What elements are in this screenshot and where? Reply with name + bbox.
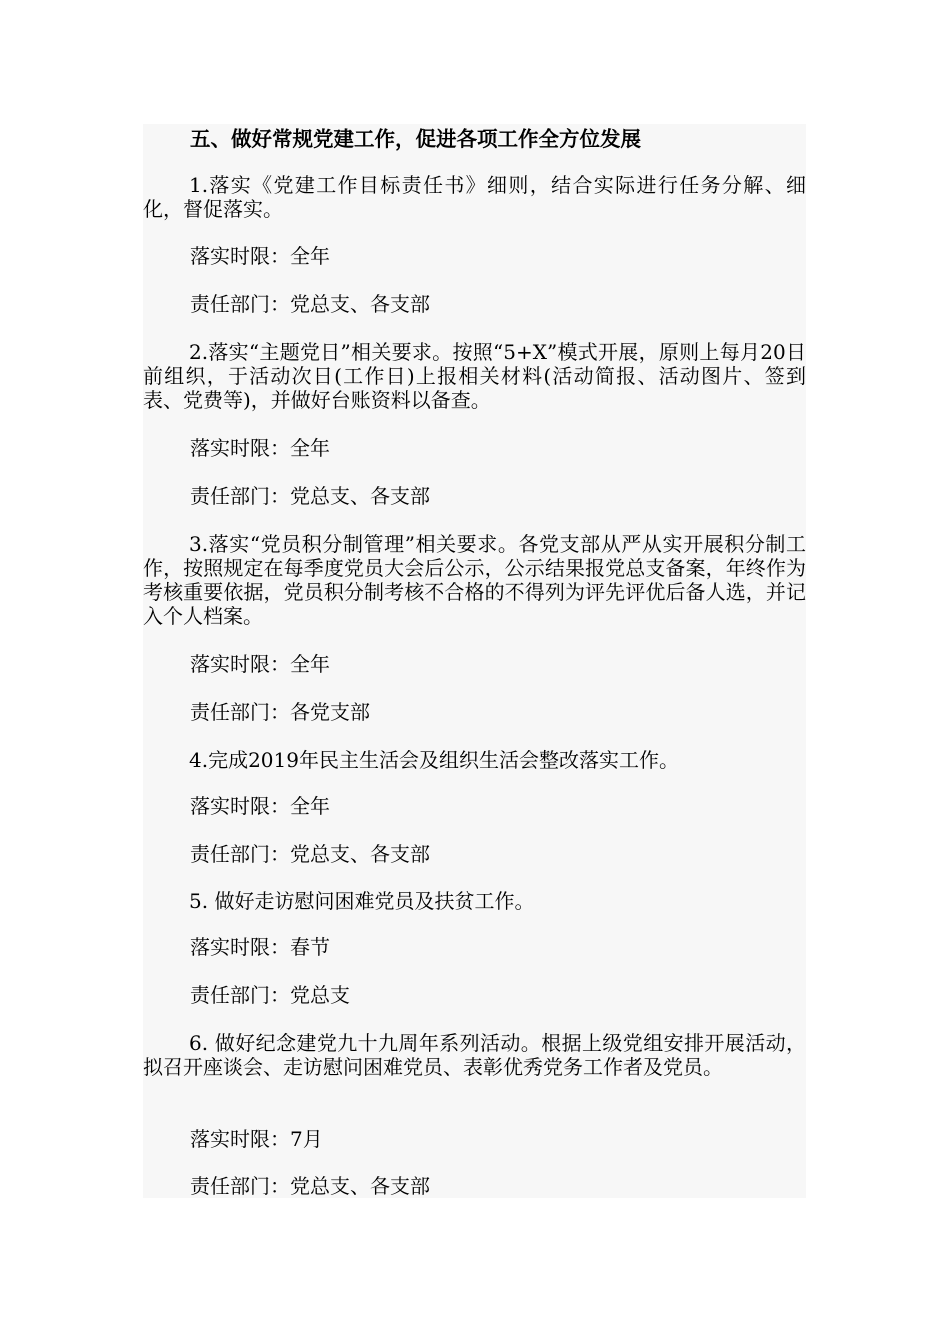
item-text: 4.完成2019年民主生活会及组织生活会整改落实工作。 [189,748,679,772]
item-deadline: 落实时限：全年 [190,436,330,460]
item-deadline: 落实时限：春节 [190,935,330,959]
item-department: 责任部门：党总支、各支部 [190,842,430,866]
item-department: 责任部门：党总支 [190,983,350,1007]
item-department: 责任部门：党总支、各支部 [190,292,430,316]
item-text: 5. 做好走访慰问困难党员及扶贫工作。 [189,889,535,913]
section-heading: 五、做好常规党建工作，促进各项工作全方位发展 [190,127,641,151]
item-text: 1.落实《党建工作目标责任书》细则，结合实际进行任务分解、细化，督促落实。 [143,173,806,221]
item-deadline: 落实时限：全年 [190,652,330,676]
item-text: 6. 做好纪念建党九十九周年系列活动。根据上级党组安排开展活动，拟召开座谈会、走访慰问困难党员、表彰优秀党务工作者及党员。 [143,1031,806,1079]
item-deadline: 落实时限：7月 [190,1127,323,1151]
item-text: 2.落实“主题党日”相关要求。按照“5+X”模式开展，原则上每月20日前组织，于活动次日(工作日)上报相关材料(活动简报、活动图片、签到表、党费等)，并做好台账资料以备查。 [143,340,806,412]
item-deadline: 落实时限：全年 [190,244,330,268]
item-department: 责任部门：各党支部 [190,700,370,724]
item-department: 责任部门：党总支、各支部 [190,484,430,508]
item-text: 3.落实“党员积分制管理”相关要求。各党支部从严从实开展积分制工作，按照规定在每季度党员大会后公示，公示结果报党总支备案，年终作为考核重要依据，党员积分制考核不合格的不得列为评先评优后备人选，并记入个人档案。 [143,532,806,628]
item-department: 责任部门：党总支、各支部 [190,1174,430,1198]
item-deadline: 落实时限：全年 [190,794,330,818]
